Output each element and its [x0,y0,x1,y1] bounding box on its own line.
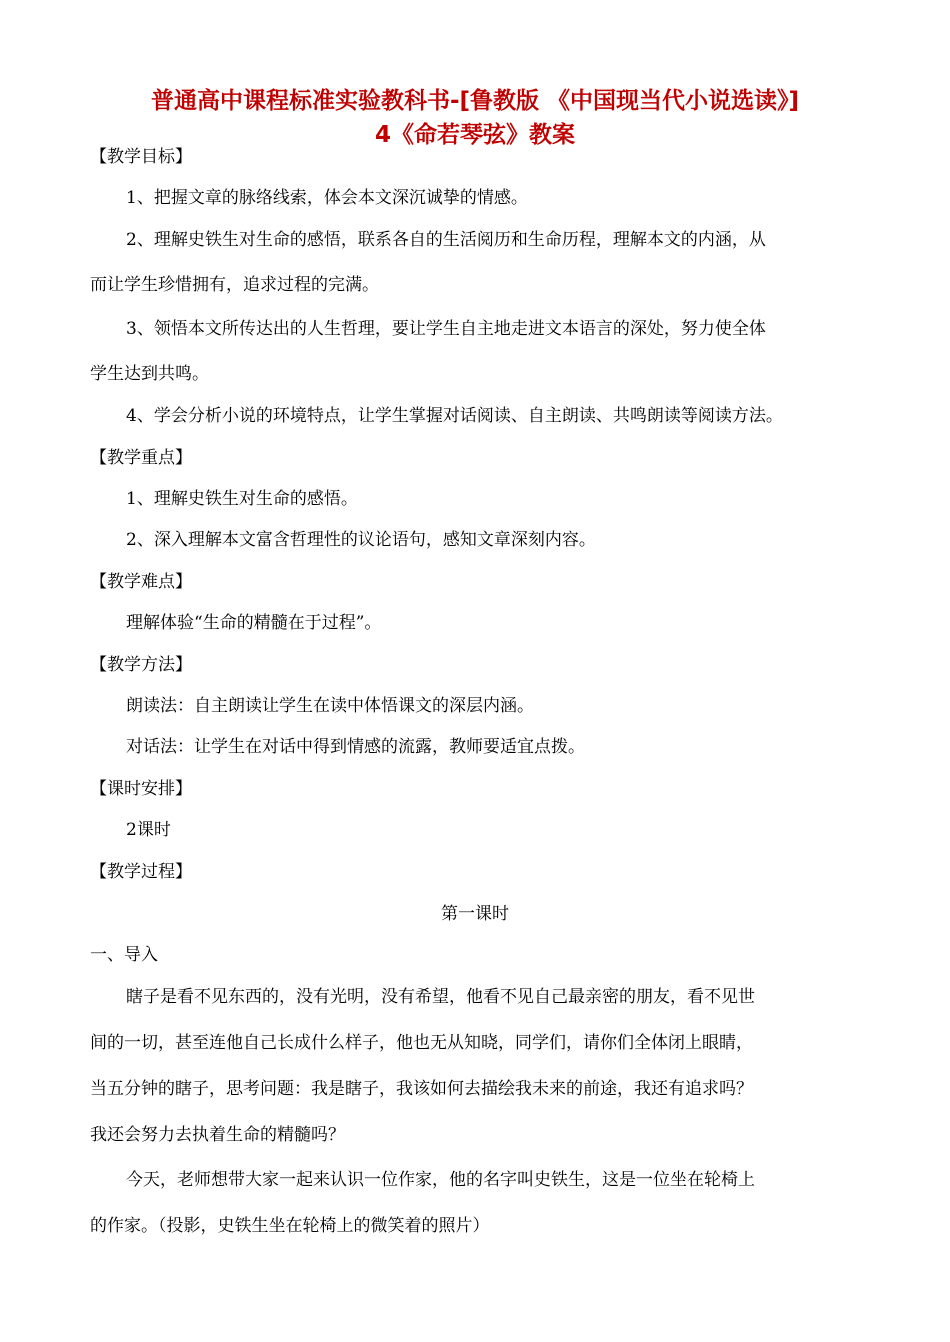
goal-item-1: 1、把握文章的脉络线索，体会本文深沉诚挚的情感。 [126,188,528,208]
document-title-line1: 普通高中课程标准实验教科书-[鲁教版 《中国现当代小说选读》] [150,88,800,114]
paragraph-1-line3: 当五分钟的瞎子，思考问题：我是瞎子，我该如何去描绘我未来的前途，我还有追求吗？ [90,1079,753,1099]
focus-item-1: 1、理解史铁生对生命的感悟。 [126,489,358,509]
method-item-1: 朗读法：自主朗读让学生在读中体悟课文的深层内涵。 [126,696,534,716]
goal-item-3-line2: 学生达到共鸣。 [90,364,209,384]
focus-heading: 【教学重点】 [90,448,192,468]
schedule-item-1: 2课时 [126,820,171,840]
difficulty-item-1: 理解体验“生命的精髓在于过程”。 [126,613,382,633]
section-heading-intro: 一、导入 [90,945,158,965]
focus-item-2: 2、深入理解本文富含哲理性的议论语句，感知文章深刻内容。 [126,530,596,550]
schedule-heading: 【课时安排】 [90,779,192,799]
paragraph-1-line2: 间的一切，甚至连他自己长成什么样子，他也无从知晓，同学们，请你们全体闭上眼睛， [90,1033,753,1053]
paragraph-1-line1: 瞎子是看不见东西的，没有光明，没有希望，他看不见自己最亲密的朋友，看不见世 [126,987,755,1007]
goal-item-2-line2: 而让学生珍惜拥有，追求过程的完满。 [90,275,379,295]
document-title-line2: 4《命若琴弦》教案 [374,122,575,148]
goal-item-4: 4、学会分析小说的环境特点，让学生掌握对话阅读、自主朗读、共鸣朗读等阅读方法。 [126,406,783,426]
paragraph-2-line2: 的作家。（投影，史铁生坐在轮椅上的微笑着的照片） [90,1216,490,1236]
difficulty-heading: 【教学难点】 [90,572,192,592]
method-item-2: 对话法：让学生在对话中得到情感的流露，教师要适宜点拨。 [126,737,585,757]
paragraph-2-line1: 今天，老师想带大家一起来认识一位作家，他的名字叫史铁生，这是一位坐在轮椅上 [126,1170,755,1190]
goal-item-2-line1: 2、理解史铁生对生命的感悟，联系各自的生活阅历和生命历程，理解本文的内涵，从 [126,230,766,250]
goal-item-3-line1: 3、领悟本文所传达出的人生哲理，要让学生自主地走进文本语言的深处，努力使全体 [126,319,766,339]
process-heading: 【教学过程】 [90,862,192,882]
paragraph-1-line4: 我还会努力去执着生命的精髓吗？ [90,1125,345,1145]
lesson-title: 第一课时 [441,904,509,924]
goals-heading: 【教学目标】 [90,147,192,167]
method-heading: 【教学方法】 [90,655,192,675]
